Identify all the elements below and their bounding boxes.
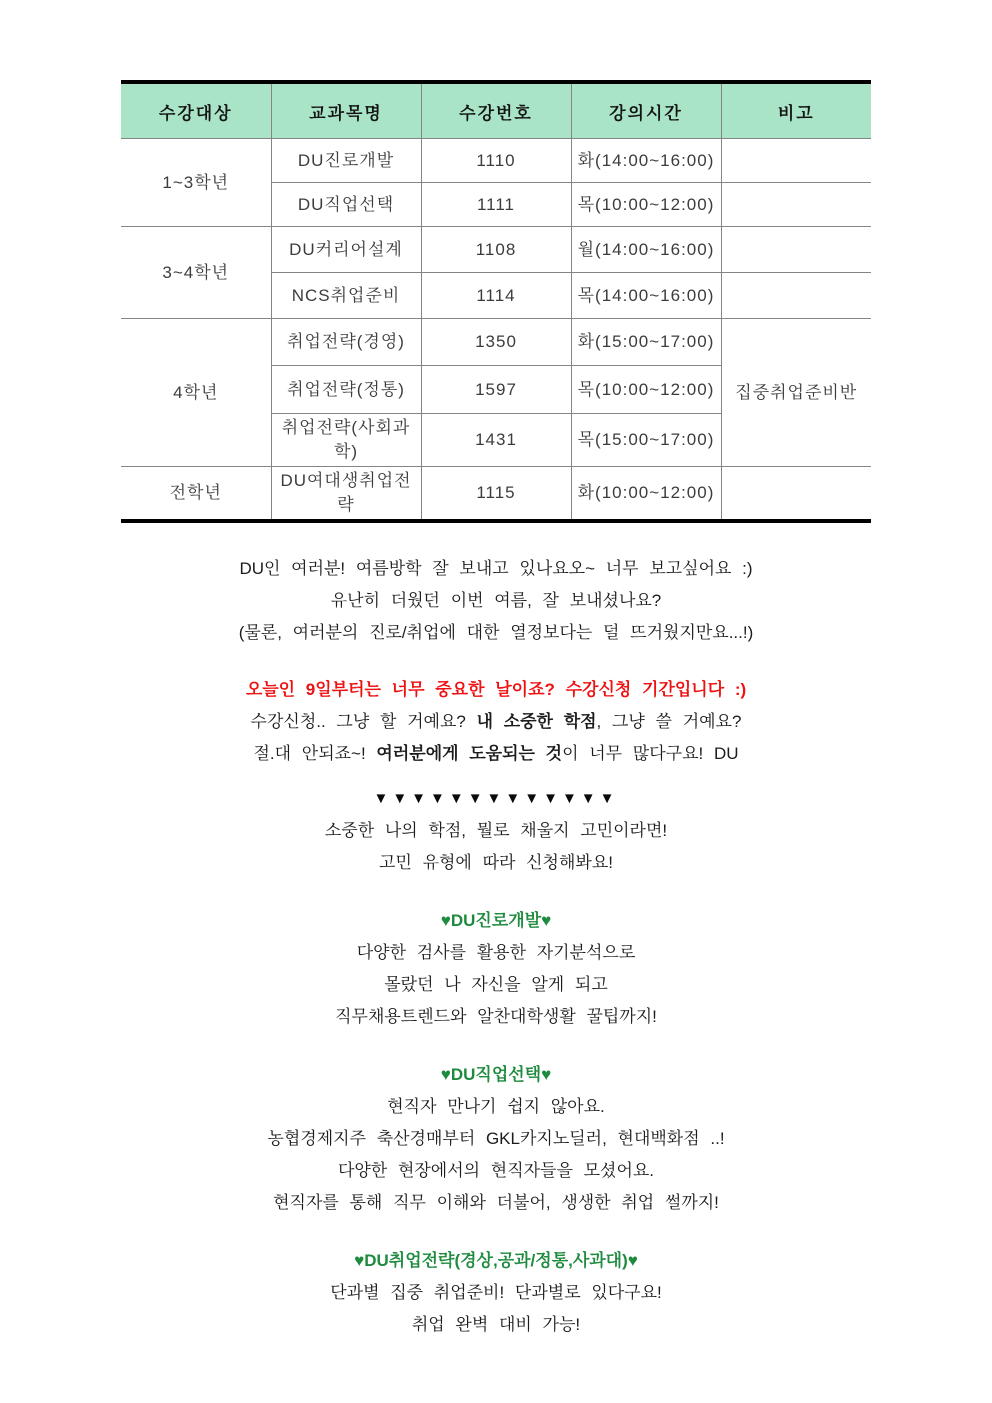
text-segment: 현직자를 통해 직무 이해와 더불어, 생생한 취업 썰까지! [273, 1193, 719, 1212]
text-segment: 소중한 나의 학점, 뭘로 채울지 고민이라면! [324, 821, 668, 840]
text-segment: 이 너무 많다구요! DU [562, 744, 739, 763]
table-cell: 화(15:00~17:00) [571, 319, 721, 366]
paragraph-line [0, 1309, 992, 1341]
table-cell: 화(14:00~16:00) [571, 139, 721, 183]
table-row [121, 319, 871, 366]
section-career-dev [0, 905, 992, 1033]
table-cell: 1114 [421, 273, 571, 319]
table-cell: NCS취업준비 [271, 273, 421, 319]
text-segment: (물론, 여러분의 진로/취업에 대한 열정보다는 덜 뜨거웠지만요...!) [238, 623, 754, 642]
paragraph-line [0, 617, 992, 649]
column-header: 수강대상 [121, 82, 271, 139]
paragraph-line [0, 553, 992, 585]
table-cell: 1111 [421, 183, 571, 227]
table-cell: 1108 [421, 227, 571, 273]
section-divider [0, 783, 992, 879]
table-cell: 목(10:00~12:00) [571, 183, 721, 227]
paragraph-line [0, 1091, 992, 1123]
paragraph-line [0, 1059, 992, 1091]
table-cell: 집중취업준비반 [721, 319, 871, 467]
table-cell: 1115 [421, 467, 571, 522]
table-header-row [121, 82, 871, 139]
column-header: 수강번호 [421, 82, 571, 139]
table-cell: 취업전략(정통) [271, 366, 421, 414]
paragraph-line [0, 905, 992, 937]
table-cell: 1431 [421, 414, 571, 467]
table-row [121, 467, 871, 522]
table-cell: 목(14:00~16:00) [571, 273, 721, 319]
paragraph-line [0, 783, 992, 815]
column-header: 비고 [721, 82, 871, 139]
paragraph-line [0, 815, 992, 847]
text-segment: 고민 유형에 따라 신청해봐요! [379, 853, 613, 872]
text-segment: 농협경제지주 축산경매부터 GKL카지노딜러, 현대백화점 ..! [267, 1129, 725, 1148]
paragraph-line [0, 1123, 992, 1155]
text-segment: 직무채용트렌드와 알찬대학생활 꿀팁까지! [335, 1007, 657, 1026]
text-segment: 유난히 더웠던 이번 여름, 잘 보내셨나요? [330, 591, 662, 610]
text-segment: 다양한 현장에서의 현직자들을 모셨어요. [337, 1161, 655, 1180]
table-cell: DU진로개발 [271, 139, 421, 183]
paragraph-line [0, 969, 992, 1001]
table-cell: 1~3학년 [121, 139, 271, 227]
paragraph-line [0, 1155, 992, 1187]
paragraph-line [0, 1001, 992, 1033]
table-body [121, 139, 871, 522]
text-segment: ♥DU직업선택♥ [440, 1065, 552, 1084]
text-segment: 몰랐던 나 자신을 알게 되고 [384, 975, 608, 994]
table-cell: 4학년 [121, 319, 271, 467]
section-job-strategy [0, 1245, 992, 1341]
text-segment: 내 소중한 학점 [476, 712, 597, 731]
text-segment: 다양한 검사를 활용한 자기분석으로 [356, 943, 636, 962]
text-segment: 오늘인 9일부터는 너무 중요한 날이죠? 수강신청 기간입니다 :) [245, 680, 747, 699]
table-cell [721, 183, 871, 227]
text-segment: ♥DU진로개발♥ [440, 911, 552, 930]
table-cell: 목(15:00~17:00) [571, 414, 721, 467]
table-cell: 전학년 [121, 467, 271, 522]
text-segment: 단과별 집중 취업준비! 단과별로 있다구요! [330, 1283, 662, 1302]
paragraph-line [0, 1187, 992, 1219]
paragraph-line [0, 706, 992, 738]
table-cell: 목(10:00~12:00) [571, 366, 721, 414]
section-greeting [0, 553, 992, 649]
section-job-choice [0, 1059, 992, 1219]
table-cell: 월(14:00~16:00) [571, 227, 721, 273]
table-row [121, 227, 871, 273]
table-cell [721, 467, 871, 522]
paragraph-line [0, 937, 992, 969]
content-text [0, 553, 992, 1341]
table-cell: DU여대생취업전략 [271, 467, 421, 522]
paragraph-line [0, 847, 992, 879]
table-cell [721, 273, 871, 319]
section-notice [0, 674, 992, 770]
text-segment: 수강신청.. 그냥 할 거예요? [250, 712, 477, 731]
paragraph-line [0, 1245, 992, 1277]
table-cell: DU직업선택 [271, 183, 421, 227]
text-segment: 취업 완벽 대비 가능! [411, 1315, 581, 1334]
table-cell: 화(10:00~12:00) [571, 467, 721, 522]
paragraph-line [0, 1277, 992, 1309]
text-segment: ♥DU취업전략(경상,공과/정통,사과대)♥ [354, 1251, 638, 1270]
table-cell: 1597 [421, 366, 571, 414]
text-segment: 현직자 만나기 쉽지 않아요. [387, 1097, 605, 1116]
table-cell: 3~4학년 [121, 227, 271, 319]
column-header: 교과목명 [271, 82, 421, 139]
column-header: 강의시간 [571, 82, 721, 139]
table-cell: 취업전략(사회과학) [271, 414, 421, 467]
text-segment: ▼▼▼▼▼▼▼▼▼▼▼▼▼ [373, 790, 619, 807]
text-segment: 절.대 안되죠~! [253, 744, 377, 763]
text-segment: 여러분에게 도움되는 것 [376, 744, 563, 763]
table-cell: 1350 [421, 319, 571, 366]
table-cell [721, 227, 871, 273]
text-segment: DU인 여러분! 여름방학 잘 보내고 있나요오~ 너무 보고싶어요 :) [239, 559, 753, 578]
table-cell: 1110 [421, 139, 571, 183]
table-cell: 취업전략(경영) [271, 319, 421, 366]
paragraph-line [0, 738, 992, 770]
course-schedule-table [121, 80, 871, 523]
table-row [121, 139, 871, 183]
table-cell: DU커리어설계 [271, 227, 421, 273]
paragraph-line [0, 585, 992, 617]
text-segment: , 그냥 쓸 거예요? [596, 712, 742, 731]
table-cell [721, 139, 871, 183]
paragraph-line [0, 674, 992, 706]
